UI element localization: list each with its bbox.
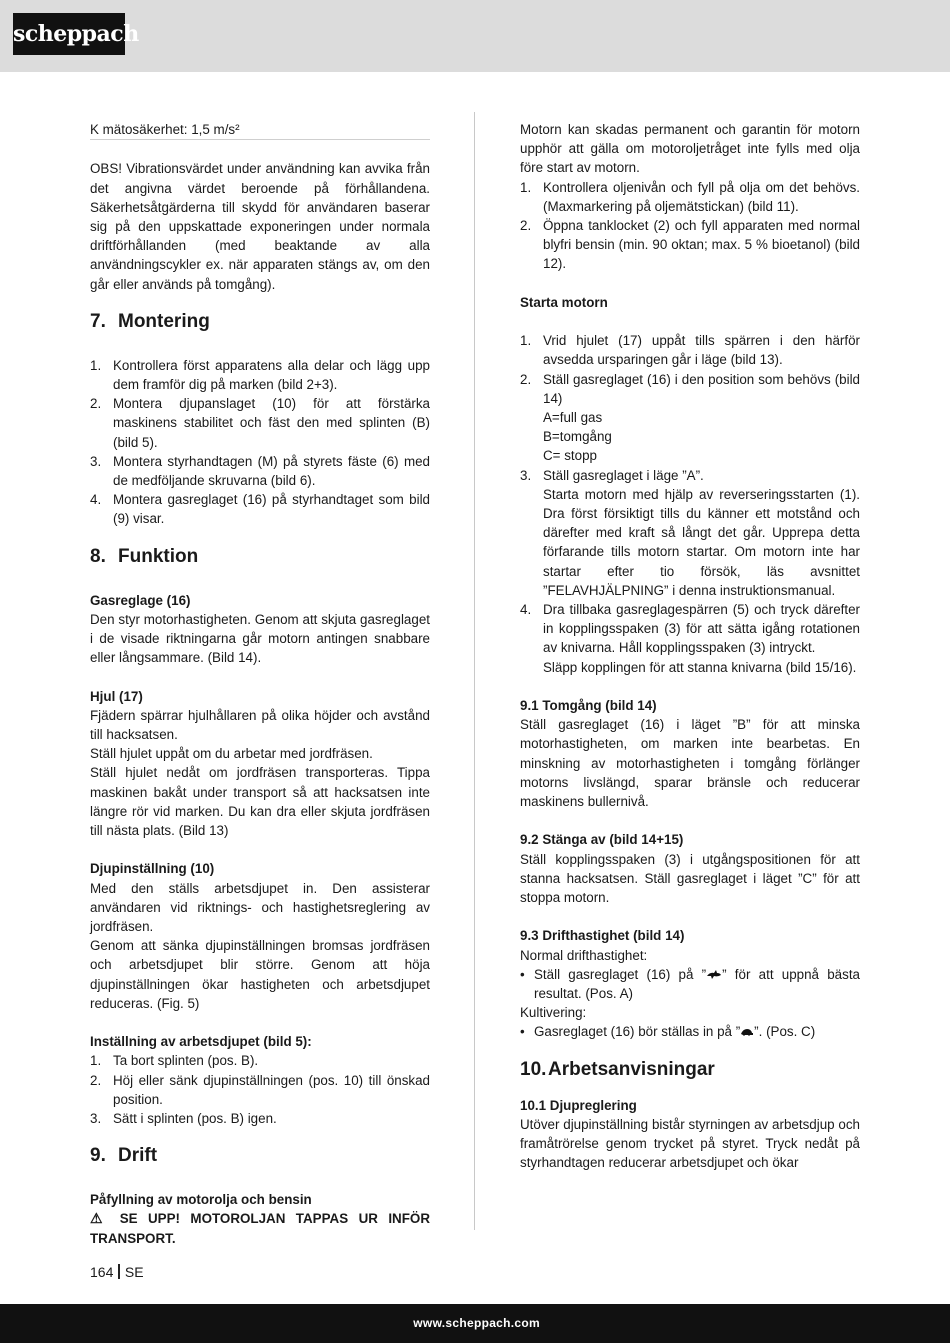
page-number: 164 SE (90, 1264, 144, 1280)
normal-bullet-list (520, 965, 860, 1003)
list-item: • Gasreglaget (16) bör ställas in på ” ”. (Pos. C) (520, 1024, 816, 1040)
list-item: 2. Höj eller sänk djupinställningen (pos. 10) till önskad position. (90, 1072, 430, 1107)
djup-text: Med den ställs arbetsdjupet in. Den assisterar användaren vid riktnings- och hastighetsreglering av jordfräsen. (90, 880, 430, 935)
list-item: 4. Montera gasreglaget (16) på styrhandtaget som bild (9) visar. (90, 492, 430, 527)
pafyllning-title: Påfyllning av motorolja och bensin (90, 1192, 312, 1208)
footer-band (0, 1304, 950, 1343)
list-item: • Ställ gasreglaget (16) på ” ” för att uppnå bästa resultat. (Pos. A) (520, 966, 860, 1002)
turtle-icon (740, 1027, 754, 1037)
warning-text: ⚠ SE UPP! MOTOROLJAN TAPPAS UR INFÖR TRANSPORT. (90, 1210, 430, 1246)
djup-title: Djupinställning (10) (90, 861, 215, 877)
montering-list (90, 356, 430, 529)
section-10-heading: 10.Arbetsanvisningar (520, 1058, 715, 1080)
normal-drifthastighet-label: Normal drifthastighet: (520, 947, 648, 963)
k-uncertainty-line: K mätosäkerhet: 1,5 m/s² (90, 120, 430, 140)
obs-paragraph: OBS! Vibrationsvärdet under användning kan avvika från det angivna värdet beroende på förhållandena. Säkerhetsåtgärderna till skydd för användaren baserar sig på den uppskattade exponeringen under normala driftförhållanden (med beaktande av alla användningscykler ex. när apparaten stängs av, om den går eller används på tomgång). (90, 161, 430, 292)
hjul-text: Ställ hjulet nedåt om jordfräsen transporteras. Tippa maskinen bakåt under transport så att hacksatsen inte längre rör vid marken. Du kan dra eller skjuta jordfräsen till nästa plats. (Bild 13) (90, 765, 430, 839)
motor-intro: Motorn kan skadas permanent och garantin för motorn upphör att gälla om motoroljetråget inte fylls med olja före start av motorn. (520, 122, 860, 176)
djupreglering-title: 10.1 Djupreglering (520, 1097, 637, 1113)
list-item: 2. Montera djupanslaget (10) för att förstärka maskinens stabilitet och fäst den med splinten (B) (bild 5). (90, 396, 430, 450)
list-item: 3. Sätt i splinten (pos. B) igen. (90, 1111, 277, 1127)
page-number-separator (118, 1264, 120, 1279)
djupreglering-text: Utöver djupinställning bistår styrningen av arbetsdjup och framåtrörelse genom trycket på styret. Tryck nedåt på styrhandtagen reducerar arbetsdjupet och ökar (520, 1116, 860, 1171)
drifthastighet-title: 9.3 Drifthastighet (bild 14) (520, 928, 685, 944)
installning-title: Inställning av arbetsdjupet (bild 5): (90, 1034, 312, 1050)
gasreglage-title: Gasreglage (16) (90, 592, 191, 608)
left-column (90, 120, 430, 1248)
stanga-av-text: Ställ kopplingsspaken (3) i utgångspositionen för att stanna hacksatsen. Ställ gasreglaget i läget ”C” för att stoppa motorn. (520, 851, 860, 906)
list-item: 1. Kontrollera först apparatens alla delar och lägg upp dem framför dig på marken (bild 2+3). (90, 357, 430, 393)
starta-motorn-title: Starta motorn (520, 294, 608, 310)
list-item: 2. Ställ gasreglaget (16) i den position som behövs (bild 14) A=full gas B=tomgång C= stopp (520, 371, 860, 464)
footer-url[interactable]: www.scheppach.com (413, 1316, 540, 1330)
hjul-text: Fjädern spärrar hjulhållaren på olika höjder och avstånd till hacksatsen. (90, 707, 430, 743)
intro-list (520, 178, 860, 274)
section-8-heading: 8. Funktion (90, 545, 199, 567)
header-band (0, 0, 950, 72)
column-divider (474, 112, 475, 1230)
rabbit-icon (706, 968, 722, 980)
list-item: 1. Ta bort splinten (pos. B). (90, 1053, 259, 1069)
section-7-heading: 7. Montering (90, 310, 210, 332)
section-9-heading: 9. Drift (90, 1145, 158, 1167)
right-column (520, 120, 860, 1172)
gasreglage-text: Den styr motorhastigheten. Genom att skjuta gasreglaget i de visade riktningarna går motorn antingen snabbare eller långsammare. (Bild 14). (90, 611, 430, 666)
tomgang-title: 9.1 Tomgång (bild 14) (520, 698, 657, 714)
djup-text: Genom att sänka djupinställningen bromsas jordfräsen och arbetsdjupet blir större. Genom att höja djupinställningen ökar hastigheten och arbetsdjupet reduceras. (Fig. 5) (90, 938, 430, 1011)
list-item: 3. Montera styrhandtagen (M) på styrets fäste (6) med de medföljande skruvarna (bild 6). (90, 453, 430, 489)
list-item: 4. Dra tillbaka gasreglagespärren (5) och tryck därefter in kopplingsspaken (3) för att sätta igång rotationen av knivarna. Håll kopplingsspaken (3) intryckt. Släpp kopplingen för att stanna knivarna (bild 15/16). (520, 602, 860, 675)
list-item: 1. Kontrollera oljenivån och fyll på olja om det behövs. (Maxmarkering på oljemätstickan) (bild 11). (520, 179, 860, 214)
warning-icon: ⚠ (90, 1210, 110, 1227)
tomgang-text: Ställ gasreglaget (16) i läget ”B” för att minska motorhastigheten, om marken inte bearbetas. En minskning av motorhastigheten i tomgång förlänger motorns livslängd, sparar bränsle och reducerar maskinens bullernivå. (520, 717, 860, 810)
hjul-text: Ställ hjulet uppåt om du arbetar med jordfräsen. (90, 746, 373, 762)
list-item: 2. Öppna tanklocket (2) och fyll apparaten med normal blyfri bensin (min. 90 oktan; max. 5 % bioetanol) (bild 12). (520, 218, 860, 272)
kultivering-label: Kultivering: (520, 1005, 587, 1021)
installning-list (90, 1051, 430, 1128)
list-item: 3. Ställ gasreglaget i läge ”A”. Starta motorn med hjälp av reverseringsstarten (1). Dra först försiktigt tills du känner ett motstånd och därefter med kraft så långt det går. Upprepa detta förfarande tills motorn startar. Om motorn inte har startar efter tio försök, läs avsnittet ”FELAVHJÄLPNING” i denna instruktionsmanual. (520, 467, 860, 598)
hjul-title: Hjul (17) (90, 688, 143, 704)
stanga-av-title: 9.2 Stänga av (bild 14+15) (520, 832, 684, 848)
kultivering-bullet-list (520, 1022, 860, 1041)
start-list (520, 331, 860, 677)
list-item: 1. Vrid hjulet (17) uppåt tills spärren i den härför avsedda ursparingen går i läge (bild 13). (520, 333, 860, 368)
scheppach-logo: scheppach (13, 13, 125, 55)
